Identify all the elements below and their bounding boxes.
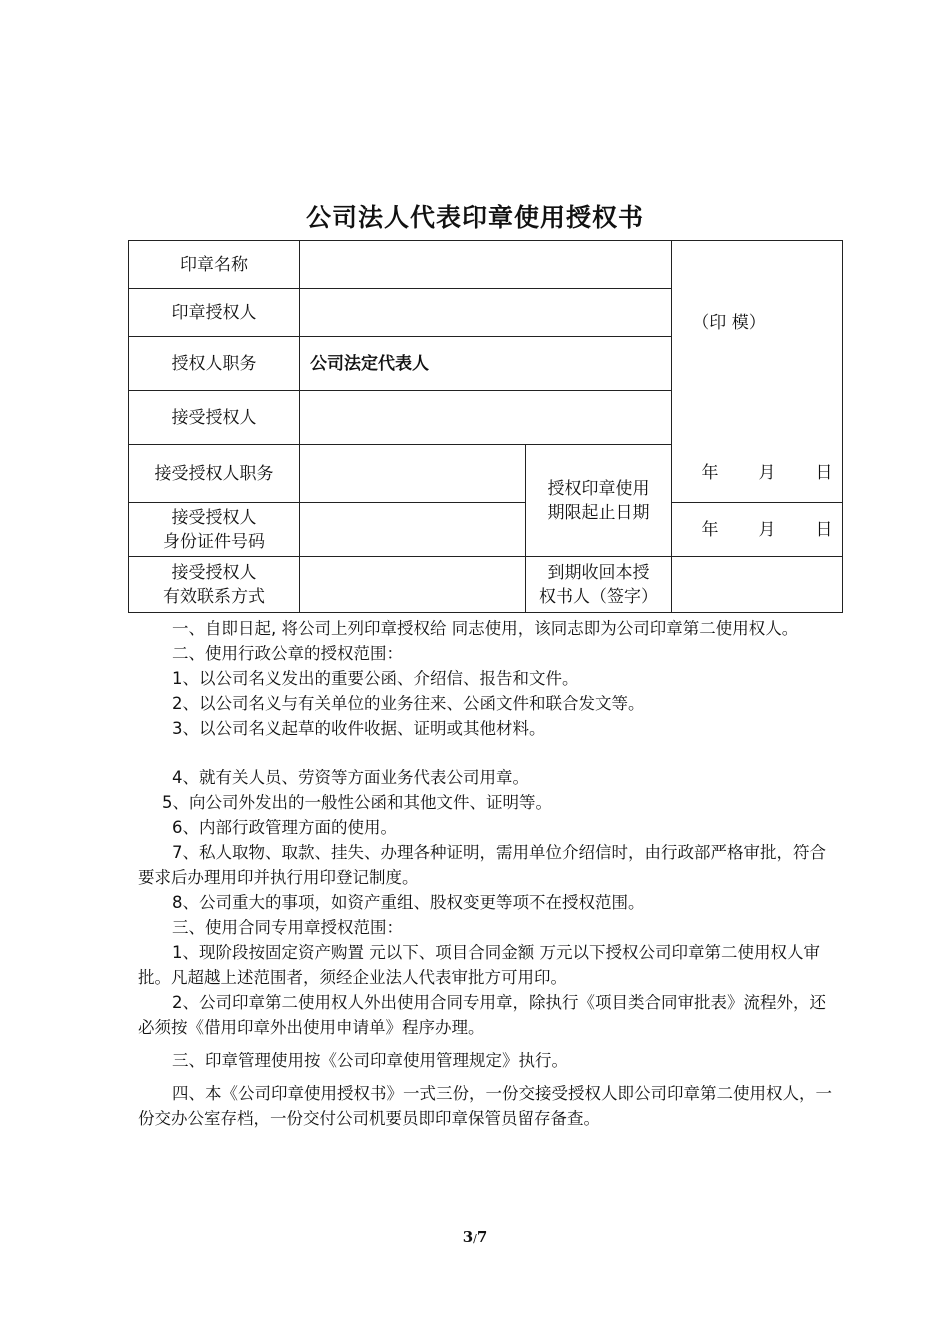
page-current: 3 [462,1228,474,1246]
grantee-id-label [129,503,300,557]
page-total: 7 [476,1228,488,1246]
return-signature-value [672,557,843,613]
seal-name-value [300,241,672,289]
paragraph-4: 2、以公司名义与有关单位的业务往来、公函文件和联合发文等。 [172,694,645,713]
paragraph-13: 2、公司印章第二使用权人外出使用合同专用章，除执行《项目类合同审批表》流程外，还必须按《借用印章外出使用申请单》程序办理。 [138,993,826,1037]
paragraph-3: 1、以公司名义发出的重要公函、介绍信、报告和文件。 [172,669,579,688]
grantee-contact-value [300,557,526,613]
paragraph-11: 三、使用合同专用章授权范围： [172,918,403,937]
start-date [672,445,843,503]
paragraph-2: 二、使用行政公章的授权范围： [172,644,403,663]
grantee-id-label-line2: 身份证件号码 [163,531,265,552]
start-year: 年 [701,463,719,484]
grantee-id-value [300,503,526,557]
seal-impression-label: （印 模） [692,312,766,333]
grantee-id-label-line1: 接受授权人 [171,507,257,528]
period-label-line1: 授权印章使用 [547,478,650,499]
grantee-position-label: 接受授权人职务 [129,445,300,503]
authorizer-position-label: 授权人职务 [129,337,300,391]
paragraph-14: 三、印章管理使用按《公司印章使用管理规定》执行。 [172,1051,568,1070]
start-date-text [702,463,833,483]
period-label [526,445,672,557]
paragraph-7: 5、向公司外发出的一般性公函和其他文件、证明等。 [162,793,552,812]
authorizer-value [300,289,672,337]
end-date [672,503,843,557]
page-separator: / [473,1232,477,1245]
end-month: 月 [758,519,776,540]
end-day: 日 [815,519,833,540]
seal-impression-cell [672,241,843,445]
period-label-line2: 期限起止日期 [547,502,650,523]
return-label-line2: 权书人（签字） [539,586,658,607]
body-text [138,616,838,1131]
paragraph-5: 3、以公司名义起草的收件收据、证明或其他材料。 [172,719,546,738]
page-title: 公司法人代表印章使用授权书 [305,203,644,232]
paragraph-6: 4、就有关人员、劳资等方面业务代表公司用章。 [172,768,529,787]
authorizer-position-value: 公司法定代表人 [300,337,672,391]
grantee-value [300,391,672,445]
authorization-table [128,240,843,613]
end-date-text [702,520,833,540]
grantee-label: 接受授权人 [129,391,300,445]
end-year: 年 [701,519,719,540]
grantee-position-value [300,445,526,503]
paragraph-10: 8、公司重大的事项，如资产重组、股权变更等项不在授权范围。 [172,893,645,912]
seal-name-label: 印章名称 [129,241,300,289]
paragraph-12: 1、现阶段按固定资产购置 元以下、项目合同金额 万元以下授权公司印章第二使用权人审批。凡超越上述范围者，须经企业法人代表审批方可用印。 [138,943,820,987]
paragraph-9: 7、私人取物、取款、挂失、办理各种证明，需用单位介绍信时，由行政部严格审批，符合要求后办理用印并执行用印登记制度。 [138,843,826,887]
paragraph-15: 四、本《公司印章使用授权书》一式三份，一份交接受授权人即公司印章第二使用权人，一份交办公室存档，一份交付公司机要员即印章保管员留存备查。 [138,1084,832,1128]
grantee-contact-label-line1: 接受授权人 [171,562,257,583]
authorizer-label: 印章授权人 [129,289,300,337]
return-label-line1: 到期收回本授 [547,562,650,583]
start-day: 日 [815,463,833,484]
paragraph-8: 6、内部行政管理方面的使用。 [172,818,397,837]
start-month: 月 [758,463,776,484]
grantee-contact-label-line2: 有效联系方式 [163,586,265,607]
return-label [526,557,672,613]
paragraph-1: 一、自即日起, 将公司上列印章授权给 同志使用，该同志即为公司印章第二使用权人。 [172,619,799,638]
page-number [0,1228,950,1246]
grantee-contact-label [129,557,300,613]
